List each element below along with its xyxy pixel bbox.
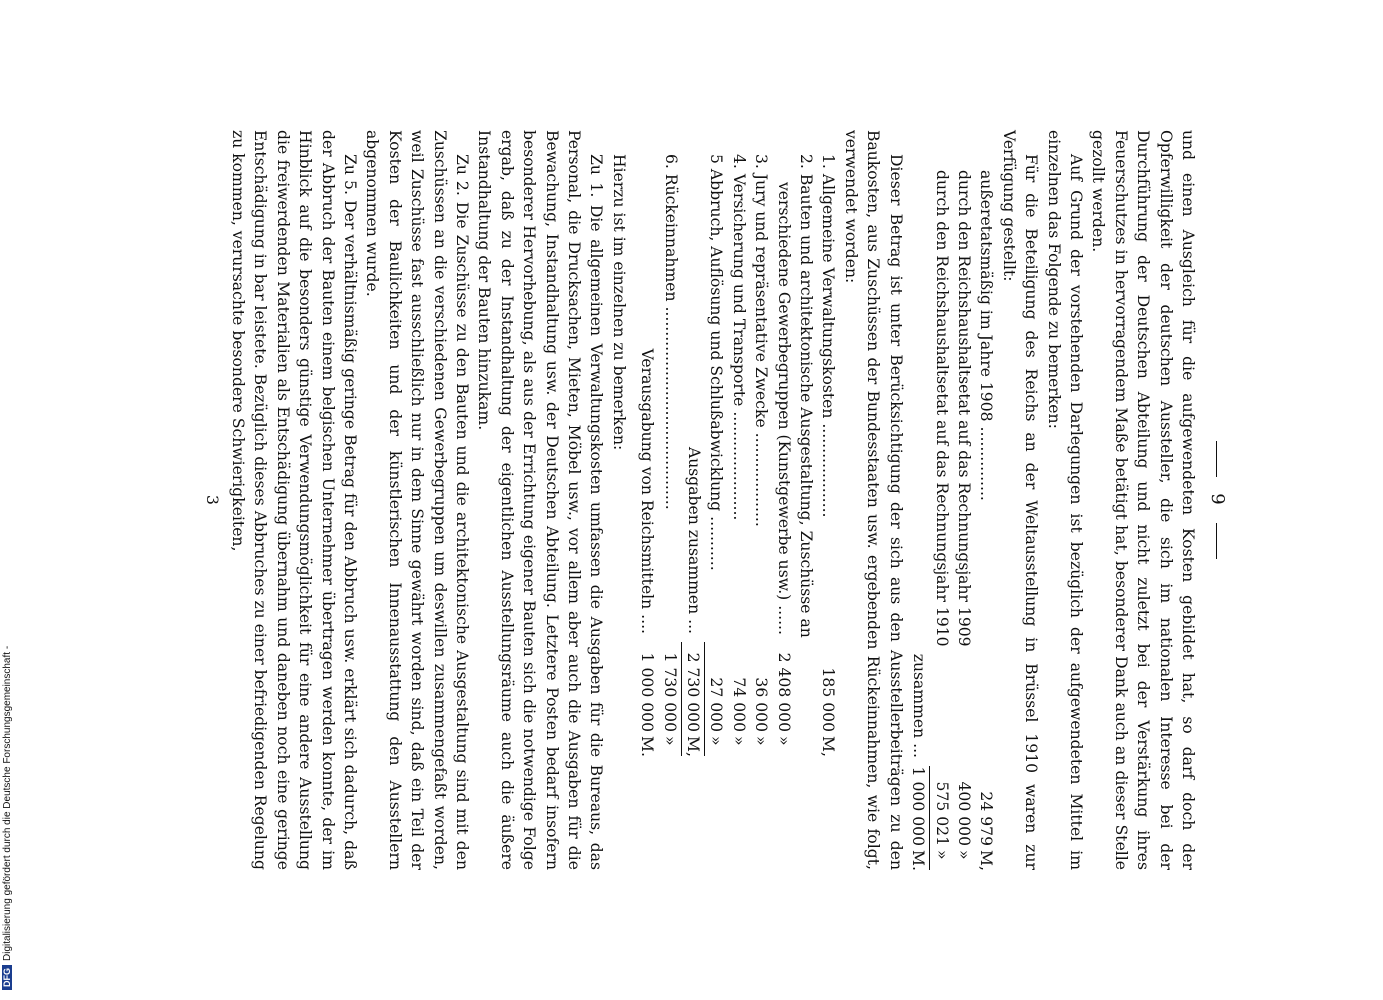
paragraph-note-1: Zu 1. Die allgemeinen Verwaltungskosten umfassen die Ausgaben für die Bureaus, das Personal, die Drucksachen, Mieten, Möbel usw., vor allem aber auch die Ausgaben für die Bewachung, Instandhaltung usw. der Deutschen Abteilung. Letztere Posten bedarf insofern besonderer Hervorhebung, als aus der Errichtung eigener Bauten sich die notwendige Folge ergab, daß zu der Instandhaltung der eigentlichen Ausstellungsräume auch die äußere Instandhaltung der Bauten hinzukam. bbox=[475, 130, 606, 870]
expenses-total-row: Ausgaben zusammen ... 2 730 000 M, bbox=[682, 154, 705, 870]
expense-row: 2. Bauten und architektonische Ausgestaltung, Zuschüsse an bbox=[797, 154, 816, 638]
funds-table bbox=[907, 170, 998, 870]
paragraph-intro: Auf Grund der vorstehenden Darlegungen ist bezüglich der aufgewendeten Mittel im einzelnen das Folgende zu bemerken: bbox=[1044, 130, 1085, 870]
funds-row: durch den Reichshaushaltsetat auf das Rechnungsjahr 1909 400 000 » bbox=[954, 170, 973, 860]
expense-row: 4. Versicherung und Transporte ...................... 74 000 » bbox=[729, 154, 748, 746]
paragraph-note-5: Zu 5. Der verhältnismäßig geringe Betrag für den Abbruch usw. erklärt sich dadurch, daß der Abbruch der Bauten einem belgischen Unternehmer übertragen werden konnte, der im Hinblick auf die besonders günstige Verwendungsmöglichkeit für eine andere Ausstellung die freiwerdenden Materialien als Entschädigung übernahm und daneben noch eine geringe Entschädigung in bar leistete. Bezüglich dieses Abbruches zu einer befriedigenden Regelung zu kommen, verursachte besondere Schwierigkeiten, bbox=[228, 130, 359, 870]
expense-row: 5 Abbruch, Auflösung und Schlußabwicklung ........... 27 000 » bbox=[707, 154, 726, 746]
paragraph-funds-intro: Für die Beteiligung des Reichs an der Weltausstellung in Brüssel 1910 waren zur Verfügung gestellt: bbox=[999, 130, 1041, 870]
funds-row: außeretatsmäßig im Jahre 1908 ............... 24 979 M, bbox=[977, 170, 996, 871]
paragraph-opening: und einen Ausgleich für die aufgewendeten Kosten gebildet hat, so darf doch der Opferwilligkeit der deutschen Aussteller, die sich im nationalen Interesse bei der Durchführung der Deutschen Abteilung und nicht zuletzt bei der Verstärkung ihres Feuerschutzes in hervorragendem Maße betätigt hat, besonderer Dank auch an dieser Stelle gezollt werden. bbox=[1089, 130, 1197, 870]
page-number: 9 bbox=[1207, 130, 1228, 870]
expense-row: 3. Jury und repräsentative Zwecke ................... 36 000 » bbox=[752, 154, 771, 746]
page-body bbox=[200, 130, 1232, 870]
net-total-row: Verausgabung von Reichsmitteln .... 1 000 000 M. bbox=[638, 348, 657, 757]
funds-row: durch den Reichshaushaltsetat auf das Rechnungsjahr 1910 575 021 » bbox=[932, 170, 951, 860]
expense-row: 1. Allgemeine Verwaltungskosten ................... 185 000 M, bbox=[819, 154, 838, 757]
dfg-logo: DFG bbox=[2, 965, 12, 990]
rotated-document-page bbox=[150, 0, 1250, 1000]
expenses-table bbox=[636, 154, 840, 870]
paragraph-remarks-heading: Hierzu ist im einzelnen zu bemerken: bbox=[609, 154, 628, 451]
funds-total-row: zusammen ... 1 000 000 M. bbox=[907, 170, 930, 870]
sheet-number: 3 bbox=[202, 495, 221, 505]
digitization-note: Digitalisierung gefördert durch die Deutsche Forschungsgemeinschaft - bbox=[2, 645, 13, 961]
digitization-credit bbox=[2, 646, 13, 990]
paragraph-usage: Dieser Betrag ist unter Berücksichtigung der sich aus den Ausstellerbeiträgen zu den Baukosten, aus Zuschüssen der Bundesstaaten usw. ergebenden Rückeinnahmen, wie folgt, verwendet worden: bbox=[841, 130, 905, 870]
expense-row: verschiedene Gewerbegruppen (Kunstgewerbe usw.) ...... 2 408 000 » bbox=[774, 182, 793, 746]
paragraph-note-2: Zu 2. Die Zuschüsse zu den Bauten und die architektonische Ausgestaltung sind mit den Zuschüssen an die verschiedenen Gewerbegruppen um deswillen zusammengefaßt worden, weil Zuschüsse fast ausschließlich nur in dem Sinne gewährt worden sind, daß ein Teil der Kosten der Baulichkeiten und der künstlerischen Innenausstattung den Ausstellern abgenommen wurde. bbox=[363, 130, 471, 870]
refunds-row: 6. Rückeinnahmen ......................................... 1 730 000 » bbox=[658, 154, 681, 870]
